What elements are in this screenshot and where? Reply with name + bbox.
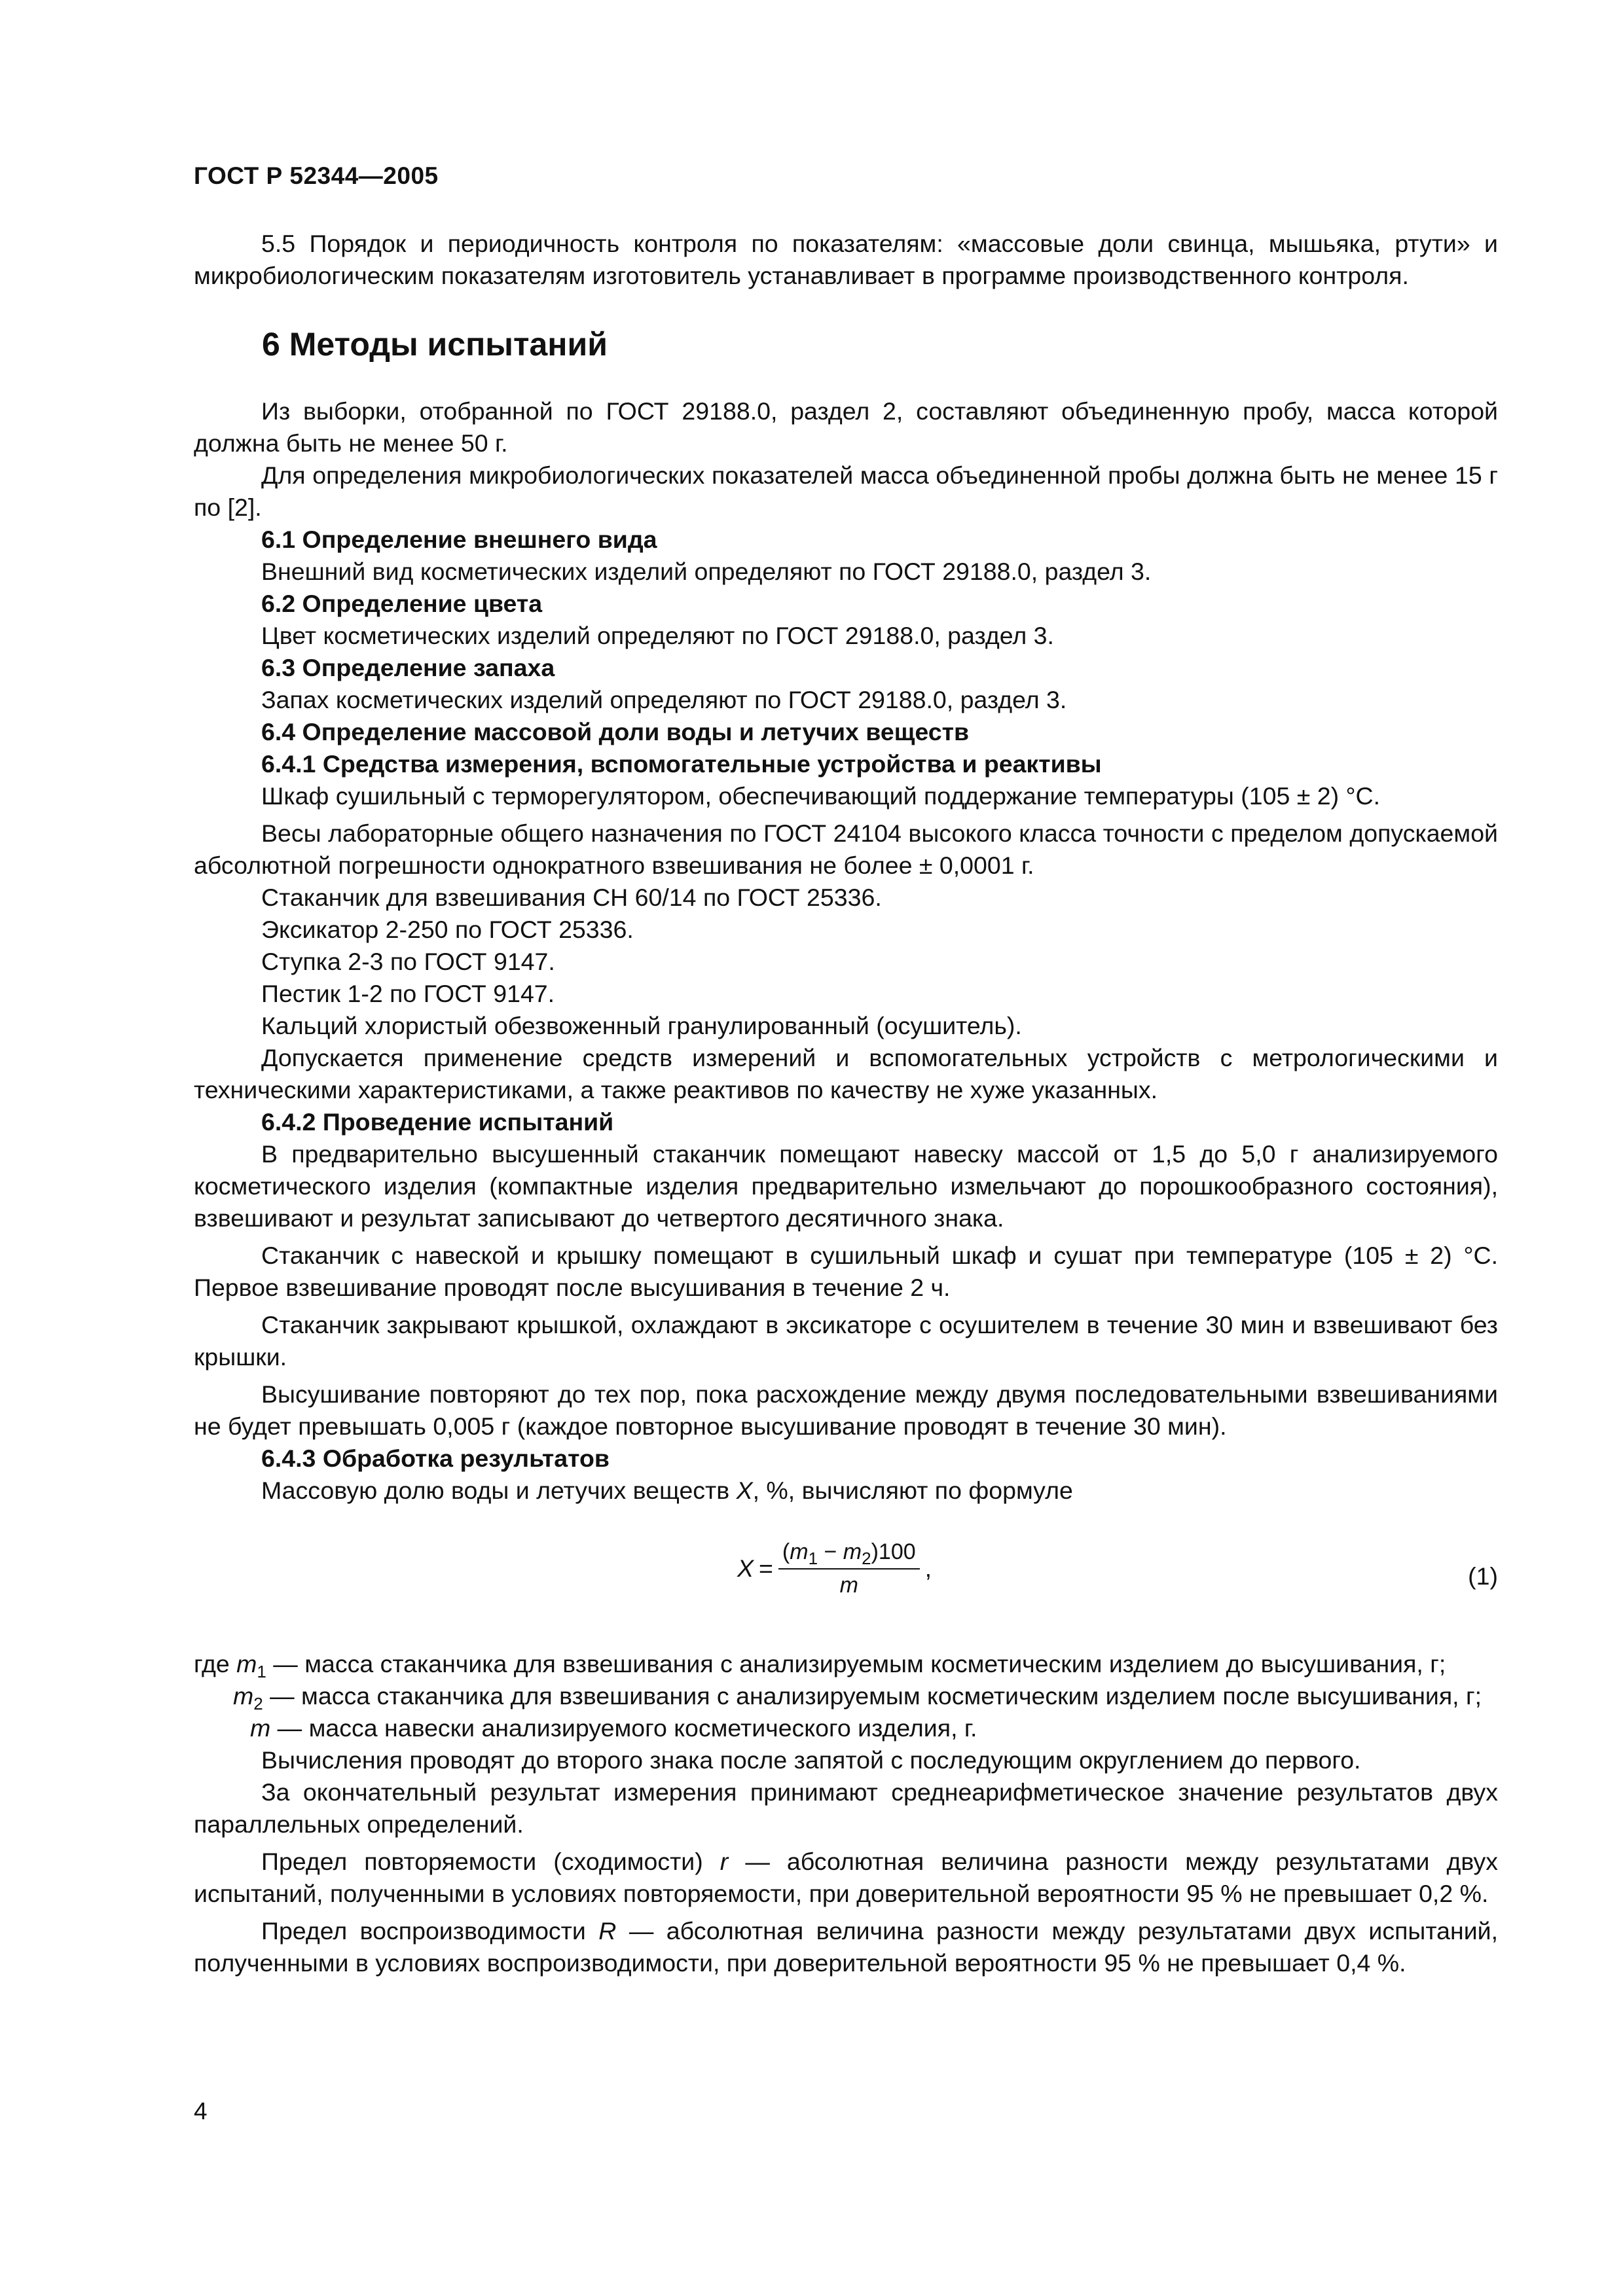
equipment-item: Допускается применение средств измерений и вспомогательных устройств с метрологическими и техническими характеристиками, а также реактивов по качеству не хуже указанных. xyxy=(194,1044,1498,1103)
equipment-item: Ступка 2-3 по ГОСТ 9147. xyxy=(261,948,555,975)
formula-comma: , xyxy=(924,1554,932,1582)
subsection-6-3-title: 6.3 Определение запаха xyxy=(261,654,555,681)
formula-block xyxy=(194,1533,1498,1618)
formula-lhs: X xyxy=(737,1554,754,1582)
reproducibility-paragraph: Предел воспроизводимости R — абсолютная величина разности между результатами двух испытаний, полученными в условиях воспроизводимости, при доверительной вероятности 95 % не превышает 0,4 %. xyxy=(194,1917,1499,1977)
repeatability-paragraph: Предел повторяемости (сходимости) r — абсолютная величина разности между результатами двух испытаний, полученными в условиях повторяемости, при доверительной вероятности 95 % не превышает 0,2 %. xyxy=(194,1848,1499,1907)
equipment-item: Пестик 1-2 по ГОСТ 9147. xyxy=(261,980,555,1007)
section-6-title: 6 Методы испытаний xyxy=(262,326,608,363)
formula-numerator: $(m_1 - m_2)100$ xyxy=(778,1538,920,1570)
paragraph-5-5: 5.5 Порядок и периодичность контроля по показателям: «массовые доли свинца, мышьяка, ртути» и микробиологическим показателям изготовитель устанавливает в программе производственного контроля. xyxy=(194,230,1498,289)
subsection-6-1-title: 6.1 Определение внешнего вида xyxy=(261,526,657,553)
where-m: m — масса навески анализируемого косметического изделия, г. xyxy=(250,1714,977,1742)
equipment-item: Стаканчик для взвешивания СН 60/14 по ГОСТ 25336. xyxy=(261,884,882,911)
formula-fraction xyxy=(778,1538,920,1598)
subsection-6-4-1-title: 6.4.1 Средства измерения, вспомогательные устройства и реактивы xyxy=(261,750,1102,778)
subsection-6-2-text: Цвет косметических изделий определяют по ГОСТ 29188.0, раздел 3. xyxy=(261,622,1054,649)
formula xyxy=(737,1538,932,1598)
subsection-6-4-3-title: 6.4.3 Обработка результатов xyxy=(261,1444,610,1472)
formula-denominator: m xyxy=(839,1573,858,1598)
procedure-paragraph: В предварительно высушенный стаканчик помещают навеску массой от 1,5 до 5,0 г анализируемого косметического изделия (компактные изделия предварительно измельчают до порошкообразного состояния), взвешивают и результат записывают до четвертого десятичного знака. xyxy=(194,1140,1498,1232)
final-result-paragraph: За окончательный результат измерения принимают среднеарифметическое значение результатов двух параллельных определений. xyxy=(194,1778,1498,1838)
document-header: ГОСТ Р 52344—2005 xyxy=(194,162,439,189)
section-6-intro-1: Из выборки, отобранной по ГОСТ 29188.0, раздел 2, составляют объединенную пробу, масса которой должна быть не менее 50 г. xyxy=(194,397,1498,457)
subsection-6-1-text: Внешний вид косметических изделий определяют по ГОСТ 29188.0, раздел 3. xyxy=(261,558,1152,585)
where-m1: где $m_1$ — масса стаканчика для взвешивания с анализируемым косметическим изделием до высушивания, г; xyxy=(194,1650,1446,1681)
calculation-paragraph: Вычисления проводят до второго знака после запятой с последующим округлением до первого. xyxy=(261,1746,1361,1774)
formula-equals: = xyxy=(759,1554,773,1582)
procedure-paragraph: Высушивание повторяют до тех пор, пока расхождение между двумя последовательными взвешиваниями не будет превышать 0,005 г (каждое повторное высушивание проводят в течение 30 мин). xyxy=(194,1380,1498,1440)
subsection-6-4-2-title: 6.4.2 Проведение испытаний xyxy=(261,1108,614,1136)
subsection-6-4-title: 6.4 Определение массовой доли воды и летучих веществ xyxy=(261,718,969,745)
where-m2: $m_2$ — масса стаканчика для взвешивания с анализируемым косметическим изделием после высушивания, г; xyxy=(233,1682,1482,1713)
equipment-item: Весы лабораторные общего назначения по ГОСТ 24104 высокого класса точности с пределом допускаемой абсолютной погрешности однократного взвешивания не более ± 0,0001 г. xyxy=(194,819,1498,879)
procedure-paragraph: Стаканчик с навеской и крышку помещают в сушильный шкаф и сушат при температуре (105 ± 2) °С. Первое взвешивание проводят после высушивания в течение 2 ч. xyxy=(194,1242,1498,1301)
equipment-item: Эксикатор 2-250 по ГОСТ 25336. xyxy=(261,916,634,943)
formula-number: (1) xyxy=(1468,1562,1498,1590)
section-6-intro-2: Для определения микробиологических показателей масса объединенной пробы должна быть не менее 15 г по [2]. xyxy=(194,461,1498,521)
page-number: 4 xyxy=(194,2098,208,2125)
equipment-item: Шкаф сушильный с терморегулятором, обеспечивающий поддержание температуры (105 ± 2) °С. xyxy=(261,782,1380,810)
document-body xyxy=(194,228,1498,1979)
formula-lead-text: Массовую долю воды и летучих веществ X, %, вычисляют по формуле xyxy=(261,1477,1073,1504)
procedure-paragraph: Стаканчик закрывают крышкой, охлаждают в эксикаторе с осушителем в течение 30 мин и взвешивают без крышки. xyxy=(194,1311,1498,1371)
subsection-6-3-text: Запах косметических изделий определяют по ГОСТ 29188.0, раздел 3. xyxy=(261,686,1067,713)
equipment-item: Кальций хлористый обезвоженный гранулированный (осушитель). xyxy=(261,1012,1022,1039)
subsection-6-2-title: 6.2 Определение цвета xyxy=(261,590,543,617)
